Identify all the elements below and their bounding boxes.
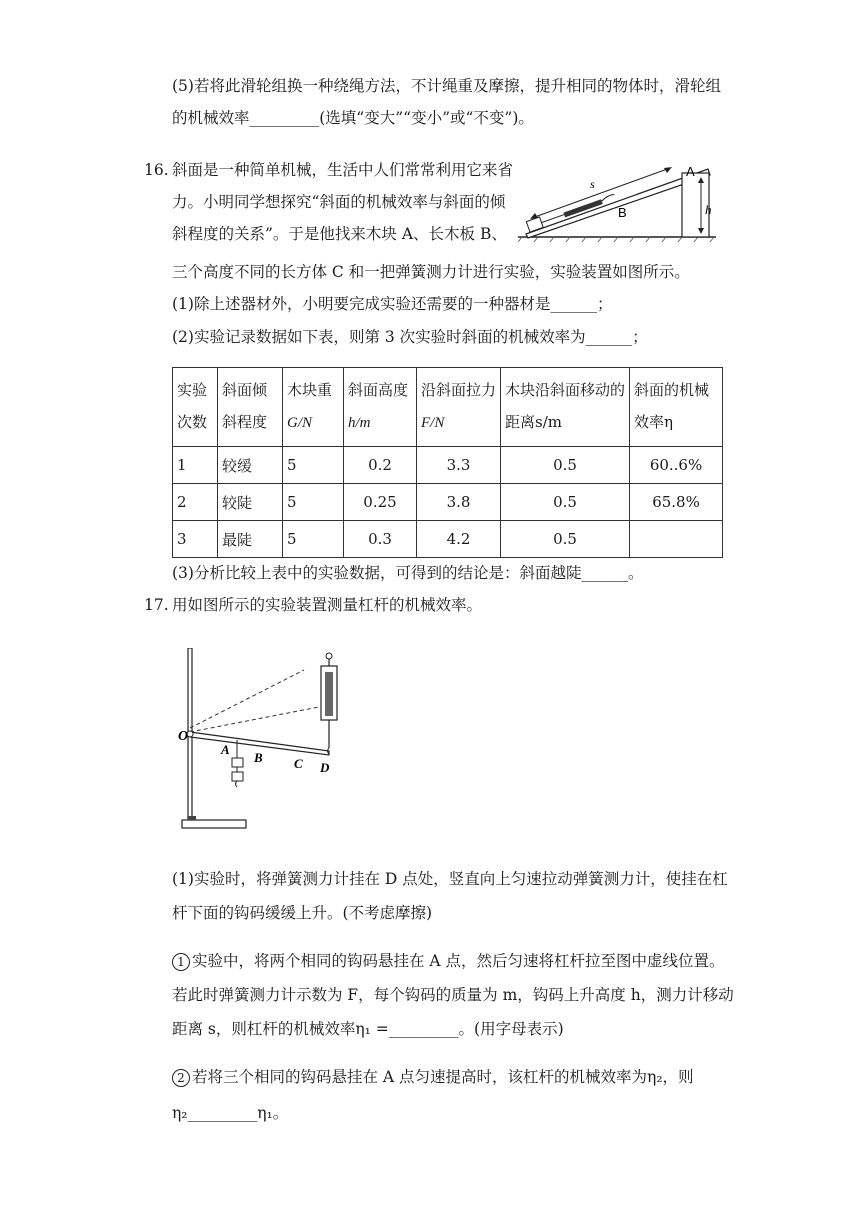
q16-sub2: (2)实验记录数据如下表，则第 3 次实验时斜面的机械效率为______； <box>172 328 648 346</box>
table-row: 2 较陡 5 0.25 3.8 0.5 65.8% <box>173 484 723 521</box>
q17-sub1-line3: 距离 s，则杠杆的机械效率η₁ =_________。(用字母表示) <box>172 1020 564 1038</box>
incline-figure <box>518 146 718 244</box>
th-slope: 斜面倾 斜程度 <box>218 368 283 447</box>
th-height: 斜面高度 h/m <box>344 368 417 447</box>
q16-intro-line1: 斜面是一种简单机械，生活中人们常常利用它来省 <box>172 161 514 179</box>
lever-label-C: C <box>294 756 303 771</box>
lever-label-D: D <box>320 760 330 775</box>
th-weight: 木块重 G/N <box>283 368 344 447</box>
th-trial: 实验 次数 <box>173 368 218 447</box>
q17-sub2-line2: η₂_________η₁。 <box>172 1104 289 1122</box>
q17-p1-line1: (1)实验时，将弹簧测力计挂在 D 点处，竖直向上匀速拉动弹簧测力计，使挂在杠 <box>172 870 728 888</box>
q17-intro: 用如图所示的实验装置测量杠杆的机械效率。 <box>172 596 483 614</box>
q16-sub3: (3)分析比较上表中的实验数据，可得到的结论是：斜面越陡______。 <box>172 564 644 582</box>
incline-label-B: B <box>618 205 627 220</box>
q15-part5-line1: (5)若将此滑轮组换一种绕绳方法，不计绳重及摩擦，提升相同的物体时，滑轮组 <box>172 77 721 95</box>
q15-part5-line2: 的机械效率_________(选填“变大”“变小”或“不变”)。 <box>172 109 534 127</box>
q16-number: 16. <box>144 161 169 179</box>
lever-label-B: B <box>254 750 263 765</box>
experiment-table <box>172 367 723 558</box>
th-distance: 木块沿斜面移动的 距离s/m <box>501 368 630 447</box>
q17-sub1-line2: 若此时弹簧测力计示数为 F，每个钩码的质量为 m，钩码上升高度 h，测力计移动 <box>172 986 734 1004</box>
q16-intro-line2: 力。小明同学想探究“斜面的机械效率与斜面的倾 <box>172 193 506 211</box>
table-row: 1 较缓 5 0.2 3.3 0.5 60..6% <box>173 447 723 484</box>
incline-label-s: s <box>590 177 595 191</box>
lever-label-A: A <box>221 742 230 757</box>
table-row: 3 最陡 5 0.3 4.2 0.5 <box>173 521 723 558</box>
q16-intro-line4: 三个高度不同的长方体 C 和一把弹簧测力计进行实验，实验装置如图所示。 <box>172 263 690 281</box>
q16-sub1: (1)除上述器材外，小明要完成实验还需要的一种器材是______； <box>172 295 613 313</box>
circled-2: 2 <box>172 1069 190 1087</box>
q17-p1-line2: 杆下面的钩码缓缓上升。(不考虑摩擦) <box>172 904 433 922</box>
lever-figure <box>174 648 354 838</box>
incline-label-A: A <box>686 164 695 179</box>
q16-intro-line3: 斜程度的关系”。于是他找来木块 A、长木板 B、 <box>172 225 507 243</box>
q17-number: 17. <box>144 596 169 614</box>
lever-label-O: O <box>178 729 189 744</box>
q17-sub2-line1: 2 若将三个相同的钩码悬挂在 A 点匀速提高时，该杠杆的机械效率为η₂，则 <box>172 1067 694 1087</box>
incline-label-h: h <box>705 202 712 217</box>
q17-sub1-line1: 1 实验中，将两个相同的钩码悬挂在 A 点，然后匀速将杠杆拉至图中虚线位置。 <box>172 951 725 971</box>
th-force: 沿斜面拉力 F/N <box>417 368 501 447</box>
th-efficiency: 斜面的机械 效率η <box>630 368 723 447</box>
circled-1: 1 <box>172 953 190 971</box>
